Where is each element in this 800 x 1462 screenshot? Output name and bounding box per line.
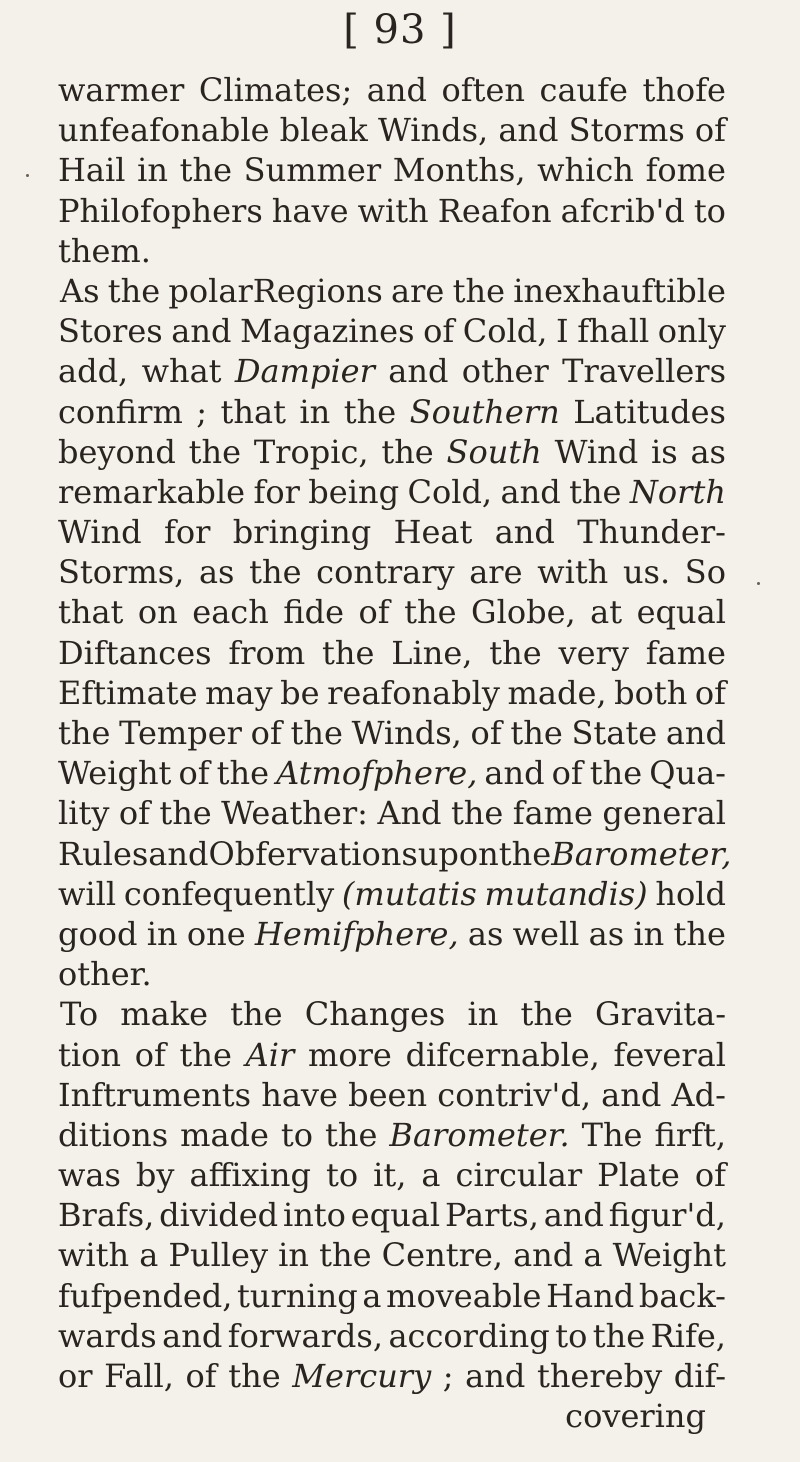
word: good [58, 914, 138, 953]
word: a [583, 1236, 603, 1275]
word: Winds, [351, 714, 462, 752]
word: was [58, 1156, 121, 1195]
word: Rife, [650, 1316, 726, 1355]
word: lity [58, 794, 110, 833]
word: be [280, 673, 320, 712]
word: to [693, 191, 726, 230]
word: Centre, [381, 1236, 503, 1275]
word: Hand [546, 1276, 635, 1315]
word: a [421, 1156, 441, 1195]
word: and [513, 1236, 574, 1275]
word: To [60, 995, 99, 1034]
word: bringing [232, 513, 372, 552]
text-line [58, 1276, 726, 1316]
word: the [325, 1115, 378, 1154]
word: ; [196, 392, 208, 431]
word: South [446, 432, 542, 471]
word: Barometer. [389, 1115, 570, 1154]
word: Gravita- [595, 995, 726, 1034]
word: wards [58, 1316, 157, 1355]
text-line [58, 793, 726, 833]
word: to [555, 1316, 588, 1355]
word: and [171, 312, 232, 351]
word: Parts, [444, 1196, 539, 1235]
text-line [58, 874, 726, 914]
word: caufe [539, 71, 628, 109]
text-line [58, 1316, 726, 1356]
word: ditions [58, 1115, 169, 1154]
word: difcernable, [405, 1035, 600, 1074]
word: Globe, [471, 593, 576, 632]
word: or [58, 1357, 93, 1395]
word: the [107, 271, 161, 310]
word: the [159, 794, 212, 833]
word: mutandis) [484, 874, 648, 913]
word: general [602, 794, 726, 833]
word: and [500, 472, 561, 511]
word: often [441, 71, 525, 109]
word: Eftimate [58, 673, 198, 712]
word: the [510, 714, 563, 752]
word: to [325, 1156, 359, 1195]
word: as [690, 432, 726, 471]
word: back- [638, 1276, 726, 1315]
word: Winds, [377, 111, 489, 150]
word: equal [636, 593, 726, 632]
word: and [498, 111, 559, 150]
word: very [558, 633, 629, 672]
word: in [137, 151, 168, 190]
page-speck [757, 582, 760, 585]
word: into [282, 1196, 346, 1235]
word: being [308, 472, 400, 511]
word: made, [507, 673, 607, 712]
page-number: [ 93 ] [343, 7, 457, 53]
word: Weight [612, 1236, 726, 1275]
word: and [366, 71, 427, 109]
word: the [452, 271, 505, 310]
word: Months, [392, 151, 526, 190]
word: Thunder- [577, 513, 726, 552]
text-line [58, 713, 726, 753]
word: the [322, 633, 375, 672]
word: The [581, 1115, 643, 1154]
word: contrary [316, 553, 455, 592]
word: Temper [119, 714, 242, 752]
word: bleak [279, 111, 368, 150]
word: them. [58, 231, 151, 270]
word: been [348, 1075, 428, 1114]
word: Mercury [292, 1357, 432, 1395]
text-line [58, 311, 726, 351]
word: the [179, 151, 233, 190]
word: in [278, 1236, 310, 1275]
text-line [58, 1356, 726, 1396]
word: the [216, 754, 270, 793]
word: add, [58, 352, 129, 391]
word: Tropic, [253, 432, 369, 471]
word: confirm [58, 392, 183, 431]
word: in [299, 392, 331, 431]
word: Inftruments [58, 1075, 252, 1114]
word: of [551, 754, 583, 793]
word: dif- [673, 1357, 726, 1395]
text-line [58, 191, 726, 231]
word: make [120, 995, 209, 1034]
word: Wind [554, 432, 639, 471]
text-line [58, 512, 726, 552]
word: and [162, 1316, 223, 1355]
word: and [388, 352, 449, 391]
word: divided [159, 1196, 279, 1235]
word: for [164, 513, 211, 552]
word: the [489, 633, 542, 672]
page-speck [26, 174, 29, 177]
word: beyond [58, 432, 176, 471]
word: made [180, 1115, 269, 1154]
word: Ad- [671, 1075, 726, 1114]
word: Southern [409, 392, 560, 431]
word: and [494, 513, 555, 552]
text-line [58, 1195, 726, 1235]
word: the [58, 714, 111, 752]
word: and [484, 754, 545, 793]
word: of [694, 673, 726, 712]
word: it, [373, 1156, 407, 1195]
word: with [537, 553, 609, 592]
word: and [148, 834, 209, 873]
word: State [571, 714, 658, 752]
word: Weather: [221, 794, 368, 833]
word: Storms, [58, 553, 185, 592]
word: I [555, 312, 569, 351]
word: reafonably [327, 673, 500, 712]
word: according [388, 1316, 550, 1355]
word: Climates; [198, 71, 353, 109]
text-line [58, 110, 726, 150]
word: have [261, 1075, 338, 1114]
word: covering [565, 1397, 706, 1436]
word: the [230, 995, 283, 1034]
word: at [590, 593, 623, 632]
word: Rules [58, 834, 149, 873]
word: the [319, 1236, 372, 1275]
word: As [60, 271, 100, 310]
text-line [58, 351, 726, 391]
word: Philofophers [58, 191, 263, 230]
word: fide [283, 593, 345, 632]
word: the [249, 553, 302, 592]
word: in [146, 914, 178, 953]
word: us. [622, 553, 671, 592]
word: (mutatis [341, 874, 477, 913]
word: as [198, 553, 235, 592]
word: and [543, 1196, 604, 1235]
word: unfeafonable [58, 111, 270, 150]
word: Barometer, [551, 834, 732, 873]
word: And [377, 794, 442, 833]
word: of [134, 1035, 166, 1074]
text-line [58, 1035, 726, 1075]
word: the [592, 1316, 646, 1355]
word: Fall, [104, 1357, 174, 1395]
word: each [192, 593, 269, 632]
word: that [220, 392, 286, 431]
word: Hemifphere, [254, 914, 459, 953]
word: affixing [189, 1156, 311, 1195]
word: Brafs, [58, 1196, 155, 1235]
word: the [343, 392, 397, 431]
text-line [58, 552, 726, 592]
word: So [684, 553, 726, 592]
word: Dampier [234, 352, 375, 391]
word: of [178, 754, 210, 793]
word: of [470, 714, 502, 752]
word: other [461, 352, 549, 391]
word: with [58, 1236, 130, 1275]
word: of [694, 1156, 726, 1195]
word: a [362, 1276, 382, 1315]
word: of [250, 714, 282, 752]
word: Qua- [649, 754, 726, 793]
word: of [423, 312, 455, 351]
word: fame [512, 794, 593, 833]
word: of [185, 1357, 217, 1395]
word: firft, [654, 1115, 726, 1154]
word: and [465, 1357, 526, 1395]
word: the [673, 914, 726, 953]
word: in [633, 914, 665, 953]
word: moveable [386, 1276, 542, 1315]
word: of [358, 593, 390, 632]
word: of [694, 111, 726, 150]
word: from [228, 633, 306, 672]
text-line [58, 432, 726, 472]
word: inexhauftible [513, 271, 726, 310]
word: remarkable [58, 472, 246, 511]
word: Summer [243, 151, 382, 190]
word: turning [237, 1276, 358, 1315]
word: fome [645, 151, 726, 190]
word: Weight [58, 754, 172, 793]
word: ; [442, 1357, 454, 1395]
word: thereby [536, 1357, 663, 1395]
word: thofe [642, 71, 726, 109]
word: the [228, 1357, 281, 1395]
text-line [58, 70, 726, 110]
word: other. [58, 955, 152, 994]
text-line [58, 1235, 726, 1275]
word: the [589, 754, 643, 793]
word: fame [645, 633, 726, 672]
word: in [467, 995, 499, 1034]
text-line [58, 1115, 726, 1155]
word: contriv'd, [437, 1075, 591, 1114]
text-line [58, 592, 726, 632]
word: Travellers [562, 352, 726, 391]
word: by [135, 1156, 175, 1195]
word: Plate [597, 1156, 680, 1195]
word: Line, [391, 633, 473, 672]
word: for [253, 472, 300, 511]
word: what [141, 352, 222, 391]
word: Cold, [407, 472, 493, 511]
word: will [58, 874, 117, 913]
word: North [629, 472, 726, 511]
body-text [58, 70, 732, 1436]
word: one [186, 914, 246, 953]
word: on [137, 593, 178, 632]
word: Obfervations [208, 834, 418, 873]
word: Stores [58, 312, 163, 351]
word: fhall [577, 312, 650, 351]
word: feveral [613, 1035, 726, 1074]
word: Reafon [437, 191, 552, 230]
word: Wind [58, 513, 142, 552]
word: Storms [568, 111, 685, 150]
text-line [58, 472, 726, 512]
word: hold [655, 874, 726, 913]
word: upon [417, 834, 499, 873]
word: Air [245, 1035, 295, 1074]
word: the [498, 834, 552, 873]
word: more [308, 1035, 392, 1074]
word: the [188, 432, 242, 471]
word: both [614, 673, 688, 712]
word: as [467, 914, 504, 953]
text-line [58, 914, 726, 954]
text-line [58, 1155, 726, 1195]
word: the [520, 995, 573, 1034]
word: only [657, 312, 726, 351]
word: Diftances [58, 633, 212, 672]
word: Cold, [462, 312, 548, 351]
word: Hail [58, 151, 126, 190]
word: a [139, 1236, 159, 1275]
text-line [58, 834, 732, 874]
word: figur'd, [608, 1196, 726, 1235]
word: the [450, 794, 504, 833]
word: are [469, 553, 523, 592]
word: are [391, 271, 445, 310]
text-line [58, 994, 726, 1034]
word: afcrib'd [560, 191, 685, 230]
word: and [665, 714, 726, 752]
word: the [179, 1035, 232, 1074]
text-line [58, 633, 726, 673]
word: Changes [304, 995, 446, 1034]
word: the [404, 593, 457, 632]
word: may [205, 673, 273, 712]
text-line [58, 1075, 726, 1115]
word: Heat [393, 513, 473, 552]
text-line [58, 1396, 726, 1436]
word: tion [58, 1035, 121, 1074]
word: equal [350, 1196, 441, 1235]
word: circular [455, 1156, 583, 1195]
word: forwards, [227, 1316, 383, 1355]
text-line [58, 954, 726, 994]
word: Latitudes [573, 392, 726, 431]
word: the [569, 472, 622, 511]
word: well [512, 914, 580, 953]
word: confequently [123, 874, 335, 913]
word: of [118, 794, 150, 833]
word: the [381, 432, 434, 471]
word: which [537, 151, 634, 190]
text-line [58, 392, 726, 432]
word: Atmofphere, [276, 754, 478, 793]
word: have [271, 191, 349, 230]
word: and [601, 1075, 662, 1114]
word: Pulley [168, 1236, 269, 1275]
word: to [280, 1115, 314, 1154]
text-line [58, 231, 726, 271]
word: polarRegions [168, 271, 383, 310]
word: fufpended, [58, 1276, 233, 1315]
word: the [290, 714, 343, 752]
word: as [588, 914, 625, 953]
text-line [58, 753, 726, 793]
text-line [58, 271, 726, 311]
text-line [58, 673, 726, 713]
word: warmer [58, 71, 185, 109]
word: with [357, 191, 429, 230]
word: is [651, 432, 678, 471]
text-line [58, 150, 726, 190]
word: that [58, 593, 124, 632]
word: Magazines [240, 312, 415, 351]
